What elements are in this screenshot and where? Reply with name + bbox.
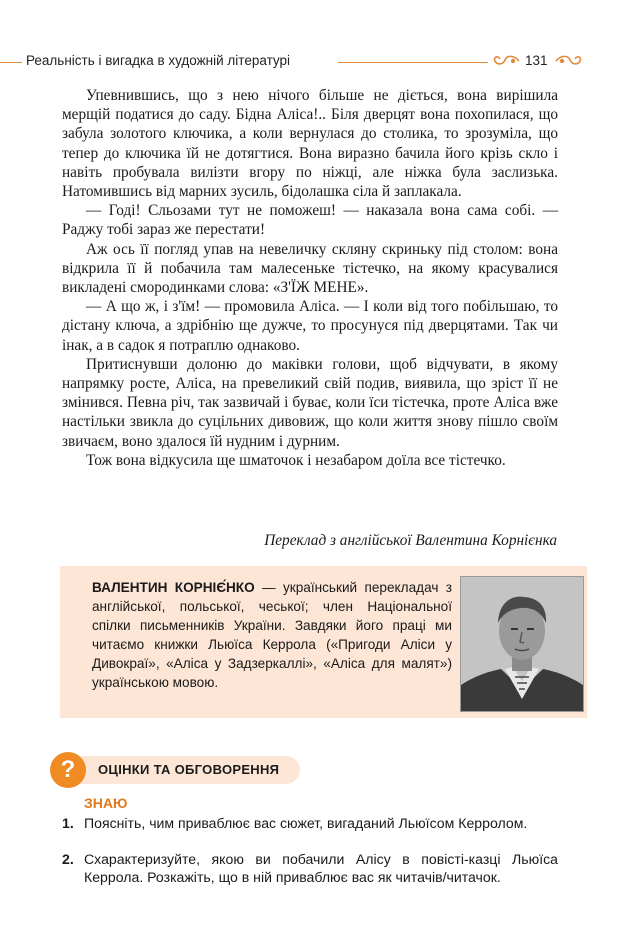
question-item <box>62 850 558 886</box>
translation-credit: Переклад з англійської Валентина Корнієнка <box>264 532 557 549</box>
header-rule-middle <box>338 62 488 63</box>
ornament-right-icon <box>555 53 583 69</box>
story-paragraph: — Годі! Сльозами тут не поможеш! — наказала вона сама собі. — Раджу тобі зараз же перестати! <box>62 202 558 239</box>
header-rule-left <box>0 62 22 63</box>
bio-description: — український перекладач з англійської, польської, чеської; член Національної спілки письменників України. Завдяки його праці ми читаємо книжки Льюїса Керрола («Пригоди Аліси у Дивокраї», «Аліса у Задзеркаллі», «Аліса для малят») українською мовою. <box>92 580 452 690</box>
bio-name: ВАЛЕНТИН КОРНІЄ́НКО <box>92 580 255 595</box>
page-number: 131 <box>525 53 548 68</box>
question-item <box>62 814 558 832</box>
question-number: 1. <box>62 815 74 831</box>
story-paragraph: Притиснувши долоню до маківки голови, щоб відчувати, в якому напрямку росте, Аліса, на превеликий свій подив, виявила, що зріст її не змінився. Певна річ, так зазвичай і буває, коли їси тістечка, проте Аліса вже настільки звикла до суцільних дивовиж, що коли життя знову пішло своїм звичаєм, воно здалося їй нудним і дурним. <box>62 355 558 450</box>
story-paragraph: Тож вона відкусила ще шматочок і незабаром доїла все тістечко. <box>86 451 506 469</box>
story-text <box>62 86 558 470</box>
ornament-left-icon <box>492 53 520 69</box>
author-bio-box <box>60 566 587 718</box>
question-text: Схарактеризуйте, якою ви побачили Алісу в повісті-казці Льюїса Керрола. Розкажіть, що в ній приваблює вас як читачів/читачок. <box>84 851 558 885</box>
question-number: 2. <box>62 851 74 867</box>
portrait-illustration <box>461 577 583 711</box>
discussion-title: ОЦІНКИ ТА ОБГОВОРЕННЯ <box>98 762 280 777</box>
portrait-photo <box>460 576 584 712</box>
page-header <box>0 50 635 74</box>
question-icon: ? <box>50 752 86 788</box>
discussion-heading <box>50 752 302 788</box>
story-paragraph: Аж ось її погляд упав на невеличку скляну скриньку під столом: вона відкрила її й побачила там малесеньке тістечко, на якому красувалися викладені смородинками слова: «З'ЇЖ МЕНЕ». <box>62 240 558 297</box>
story-paragraph: Упевнившись, що з нею нічого більше не діється, вона вирішила мерщій податися до саду. Бідна Аліса!.. Біля дверцят вона похопилася, що забула золотого ключика, а коли вернулася до столика, то зрозуміла, що тепер до ключика їй не дотягтися. Вона виразно бачила його крізь скло і навіть пробувала вилізти вгору по ніжці, але ніжка була заслизька. Натомившись від марних зусиль, бідолашка сіла й заплакала. <box>62 87 558 201</box>
know-subheading: ЗНАЮ <box>84 795 128 811</box>
bio-text <box>92 578 452 692</box>
running-title: Реальність і вигадка в художній літературі <box>26 53 291 68</box>
story-paragraph: — А що ж, і з'їм! — промовила Аліса. — І коли від того побільшаю, то дістану ключа, а здрібнію ще дужче, то просунуся під дверцятами. Так чи інак, а в садок я потраплю однаково. <box>62 298 558 354</box>
question-text: Поясніть, чим приваблює вас сюжет, вигаданий Льюїсом Керролом. <box>84 815 528 831</box>
